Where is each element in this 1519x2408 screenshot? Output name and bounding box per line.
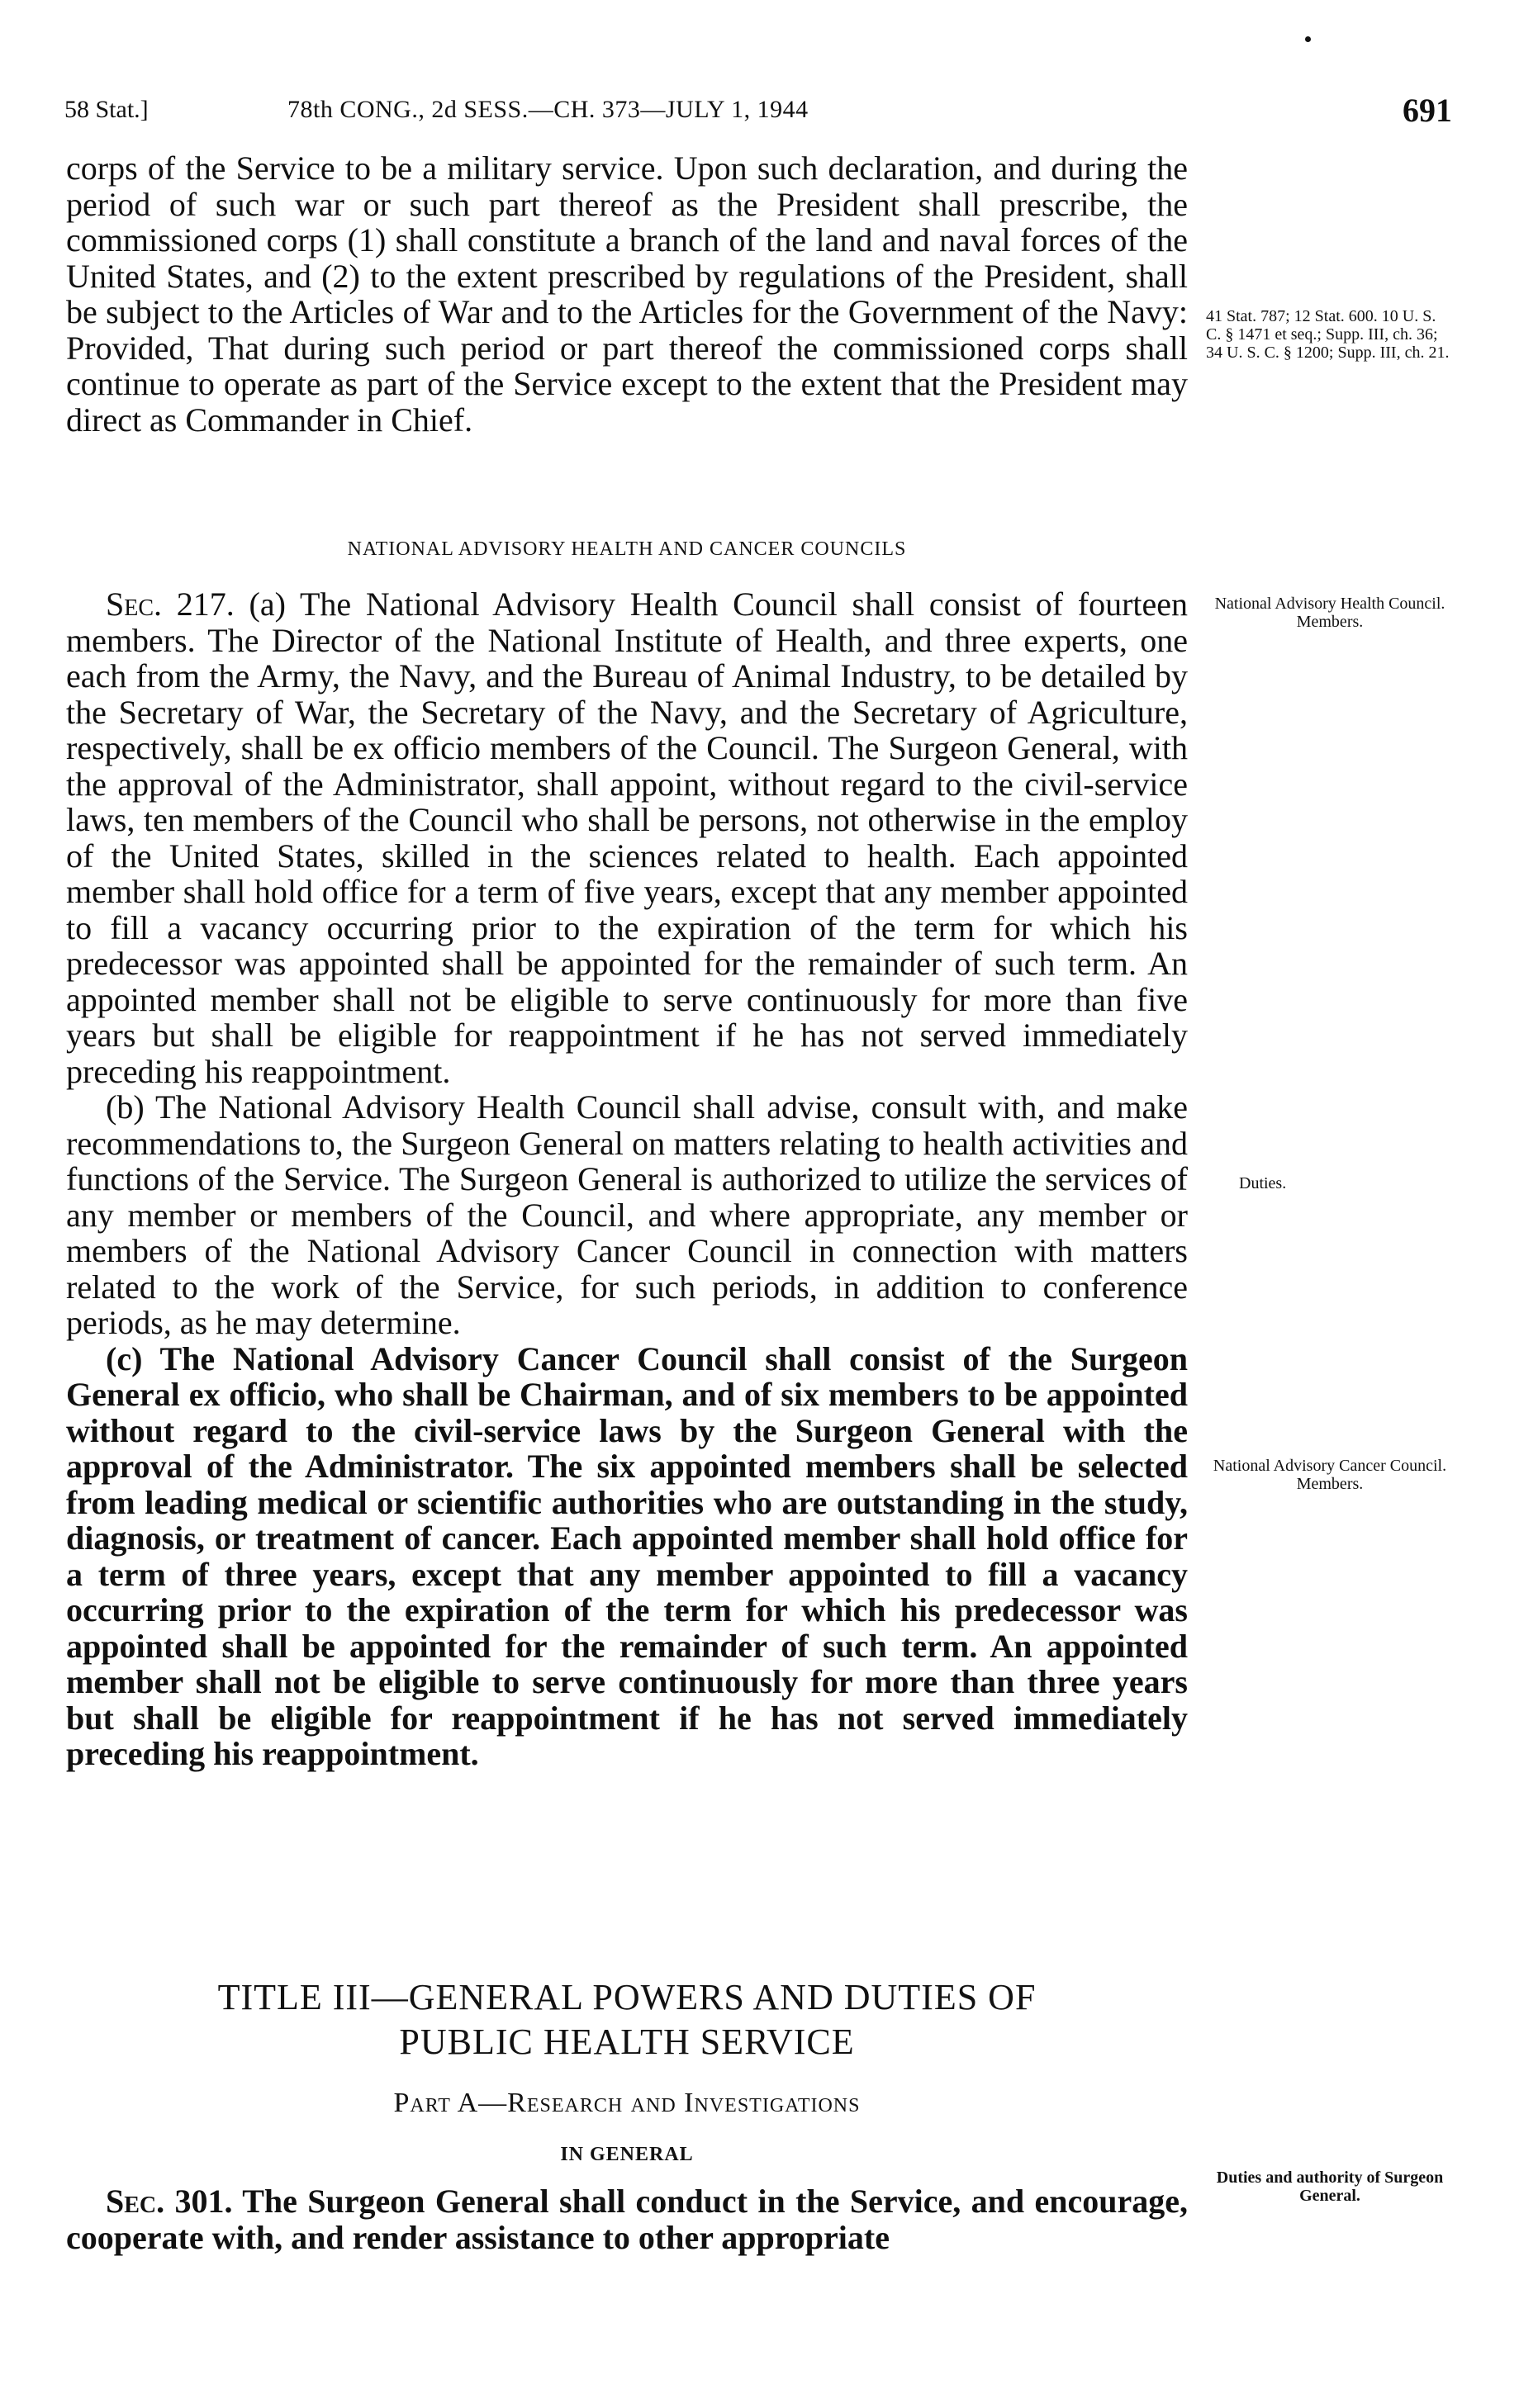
section-301: [66, 2183, 1188, 2255]
subsection-a-text: (a) The National Advisory Health Council shall consist of fourteen members. The Director of the National Institute of Health, and three experts, one each from the Army, the Navy, and the Bureau of Animal Industry, to be detailed by the Secretary of War, the Secretary of the Navy, and the Secretary of Agriculture, respectively, shall be ex officio members of the Council. The Surgeon General, with the approval of the Administrator, shall appoint, without regard to the civil-service laws, ten members of the Council who shall be persons, not otherwise in the employ of the United States, skilled in the sciences related to health. Each appointed member shall hold office for a term of five years, except that any member appointed to fill a vacancy occurring prior to the expiration of the term for which his predecessor was appointed shall be appointed for the remainder of such term. An appointed member shall not be eligible to serve continuously for more than five years but shall be eligible for reappointment if he has not served immediately preceding his reappointment.: [66, 585, 1189, 1090]
margin-note-cancer-council: National Advisory Cancer Council. Members.: [1213, 1457, 1447, 1493]
councils-heading: NATIONAL ADVISORY HEALTH AND CANCER COUNCILS: [347, 538, 907, 560]
ink-speck: [1305, 36, 1311, 42]
section-301-text: Sec. 301. The Surgeon General shall conduct in the Service, and encourage, cooperate with, and render assistance to other appropriate: [66, 2183, 1188, 2256]
subsection-a: [66, 586, 1188, 1089]
margin-note-authority: Duties and authority of Surgeon General.: [1216, 2169, 1444, 2205]
subsection-b-text: (b) The National Advisory Health Council shall advise, consult with, and make recommendations to, the Surgeon General on matters relating to health activities and functions of the Service. The Surgeon General is authorized to utilize the services of any member or members of the Council, and where appropriate, any member or members of the National Advisory Cancer Council in connection with matters related to the work of the Service, for such periods, in addition to conference periods, as he may determine.: [66, 1088, 1188, 1341]
margin-note-duties: Duties.: [1239, 1174, 1287, 1192]
session-chapter-date: 78th CONG., 2d SESS.—CH. 373—JULY 1, 1944: [287, 96, 809, 123]
title-line-1: TITLE III—GENERAL POWERS AND DUTIES OF: [217, 1977, 1037, 2017]
subsection-c: [66, 1341, 1188, 1772]
title-heading: [66, 1975, 1188, 2064]
subsection-b: [66, 1089, 1188, 1341]
title-line-2: PUBLIC HEALTH SERVICE: [399, 2022, 855, 2062]
margin-note-citations: 41 Stat. 787; 12 Stat. 600. 10 U. S. C. § 1471 et seq.; Supp. III, ch. 36; 34 U. S. C. § 1200; Supp. III, ch. 21.: [1206, 307, 1450, 362]
running-header: [64, 91, 1452, 134]
page-number: 691: [1403, 92, 1452, 129]
section-label: Sec. 217.: [106, 585, 235, 623]
intro-text: corps of the Service to be a military service. Upon such declaration, and during the period of such war or such part thereof as the President shall prescribe, the commissioned corps (1) shall constitute a branch of the land and naval forces of the United States, and (2) to the extent prescribed by regulations of the President, shall be subject to the Articles of War and to the Articles for the Government of the Navy: Provided, That during such period or part thereof the commissioned corps shall continue to operate as part of the Service except to the extent that the President may direct as Commander in Chief.: [66, 149, 1188, 438]
part-heading: Part A—Research and Investigations: [393, 2088, 861, 2118]
subsection-c-text: (c) The National Advisory Cancer Council shall consist of the Surgeon General ex officio, who shall be Chairman, and of six members to be appointed without regard to the civil-service laws by the Surgeon General with the approval of the Administrator. The six appointed members shall be selected from leading medical or scientific authorities who are outstanding in the study, diagnosis, or treatment of cancer. Each appointed member shall hold office for a term of three years, except that any member appointed to fill a vacancy occurring prior to the expiration of the term for which his predecessor was appointed shall be appointed for the remainder of such term. An appointed member shall not be eligible to serve continuously for more than three years but shall be eligible for reappointment if he has not served immediately preceding his reappointment.: [66, 1339, 1188, 1772]
section-label: Sec. 301.: [106, 2183, 233, 2220]
intro-paragraph: [66, 150, 1188, 438]
volume-citation: 58 Stat.]: [64, 96, 149, 123]
margin-note-health-council: National Advisory Health Council. Members.: [1214, 595, 1445, 631]
subpart-heading: IN GENERAL: [560, 2144, 694, 2165]
section-217: [66, 586, 1188, 1772]
